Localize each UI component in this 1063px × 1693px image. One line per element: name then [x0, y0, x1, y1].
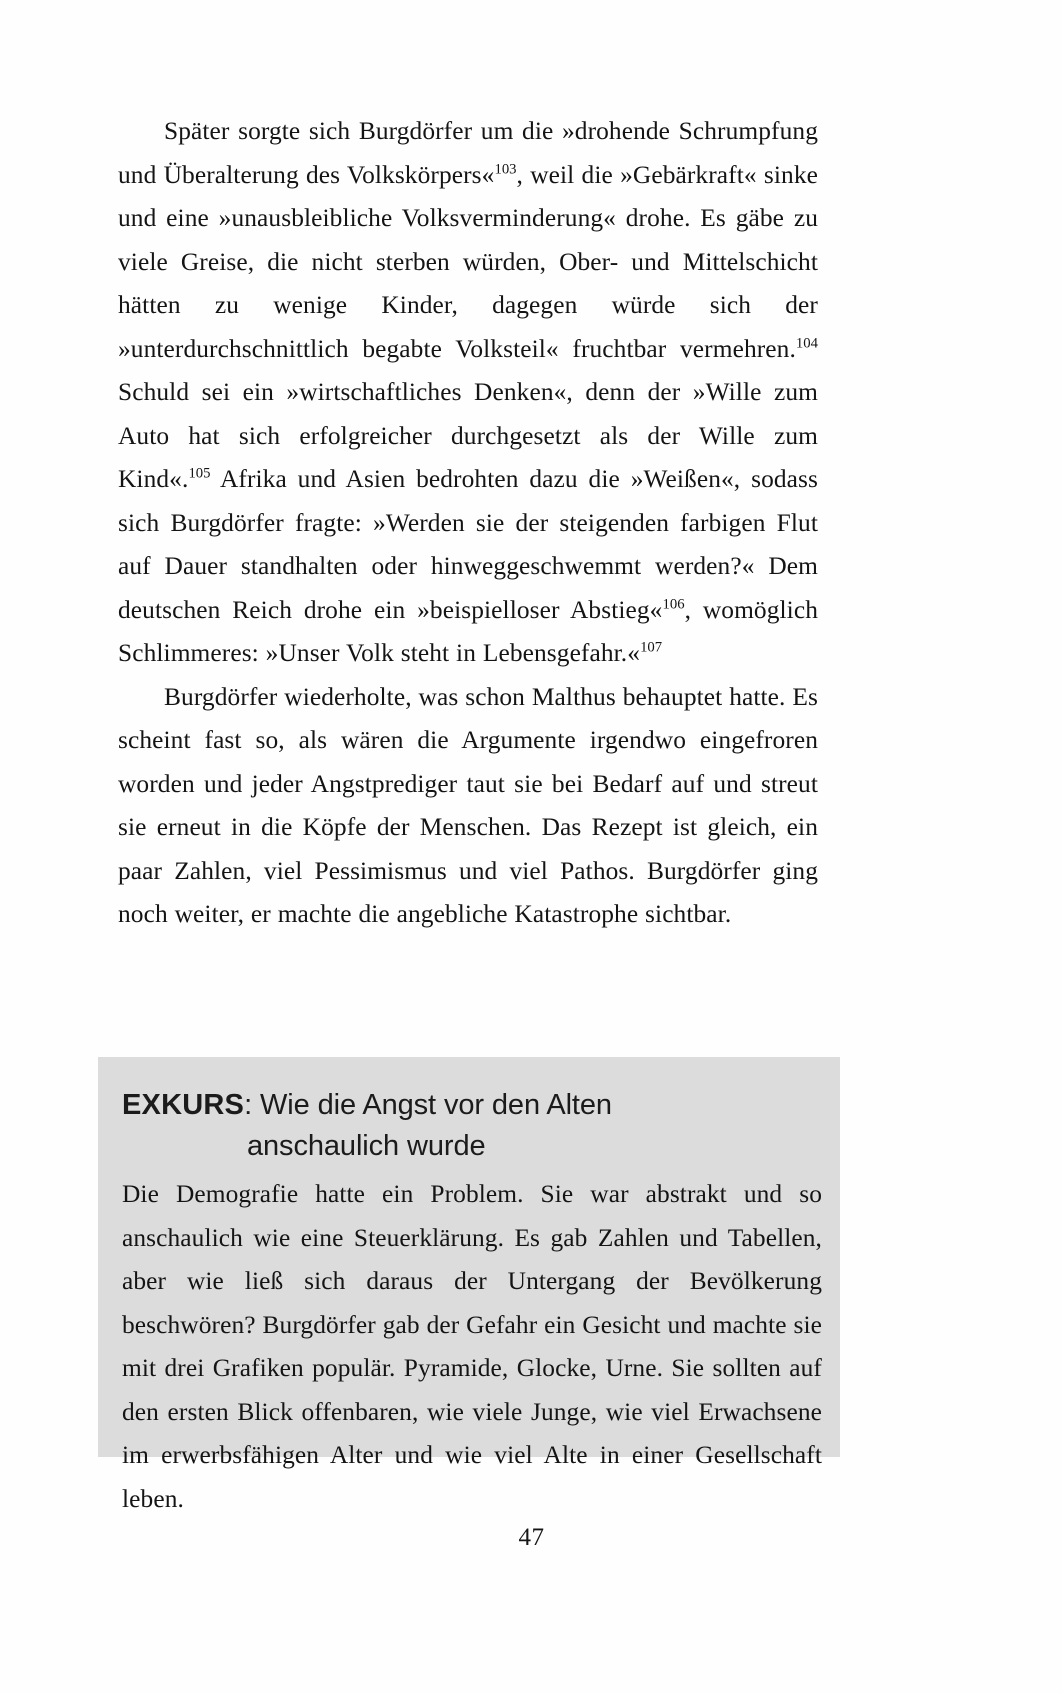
text-run: , womöglich Schlimmeres: »Unser Volk steht in Lebensgefahr.« — [118, 595, 818, 667]
excursus-kicker: EXKURS — [122, 1089, 245, 1121]
paragraph-malthus-wiederholung — [118, 676, 818, 937]
footnote-marker-104: 104 — [795, 335, 818, 352]
text-run: Afrika und Asien bedrohten dazu die »Weißen«, sodass sich Burgdörfer fragte: »Werden sie der steigenden farbigen Flut auf Dauer standhalten oder hinweggeschwemmt werden?« Dem deutschen Reich drohe ein »beispielloser Abstieg« — [118, 465, 818, 624]
excursus-body-paragraph: Die Demografie hatte ein Problem. Sie war abstrakt und so anschaulich wie eine Steuerklärung. Es gab Zahlen und Tabellen, aber wie ließ sich daraus der Untergang der Bevölkerung beschwören? Burgdörfer gab der Gefahr ein Gesicht und machte sie mit drei Grafiken populär. Pyramide, Glocke, Urne. Sie sollten auf den ersten Blick offenbaren, wie viele Junge, wie viel Erwachsene im erwerbsfähigen Alter und wie viel Alte in einer Gesellschaft leben. — [122, 1180, 822, 1513]
text-run: Später sorgte sich Burgdörfer um die »drohende Schrumpfung und Überalterung des Volkskörpers« — [118, 117, 818, 189]
excursus-title-line-2: anschaulich wurde — [247, 1130, 486, 1162]
paragraph-burgdoerfer-schrumpfung — [118, 110, 818, 676]
main-text-column — [118, 110, 818, 937]
excursus-box — [98, 1057, 840, 1513]
footnote-marker-105: 105 — [188, 465, 211, 482]
excursus-body — [122, 1173, 822, 1521]
footnote-marker-107: 107 — [640, 639, 663, 656]
excursus-kicker-separator: : — [244, 1089, 260, 1121]
footnote-marker-106: 106 — [662, 596, 685, 613]
text-run: Burgdörfer wiederholte, was schon Malthus behauptet hatte. Es scheint fast so, als wären die Argumente irgendwo eingefroren worden und jeder Angstprediger taut sie bei Bedarf auf und streut sie erneut in die Köpfe der Menschen. Das Rezept ist gleich, ein paar Zahlen, viel Pessimismus und viel Pathos. Burgdörfer ging noch weiter, er machte die angebliche Katastrophe sichtbar. — [118, 682, 818, 928]
excursus-heading — [122, 1085, 782, 1167]
text-run: , weil die »Gebärkraft« sinke und eine »unausbleibliche Volksverminderung« drohe. Es gäbe zu viele Greise, die nicht sterben würden, Ober- und Mittelschicht hätten zu wenige Kinder, dagegen würde sich der »unterdurchschnittlich begabte Volksteil« fruchtbar vermehren. — [118, 160, 818, 363]
excursus-title-line-1: Wie die Angst vor den Alten — [259, 1089, 612, 1121]
page-number: 47 — [518, 1524, 545, 1551]
text-run: Schuld sei ein »wirtschaftliches Denken«, denn der »Wille zum Auto hat sich erfolgreicher durchgesetzt als der Wille zum Kind«. — [118, 378, 818, 493]
footnote-marker-103: 103 — [494, 161, 517, 178]
